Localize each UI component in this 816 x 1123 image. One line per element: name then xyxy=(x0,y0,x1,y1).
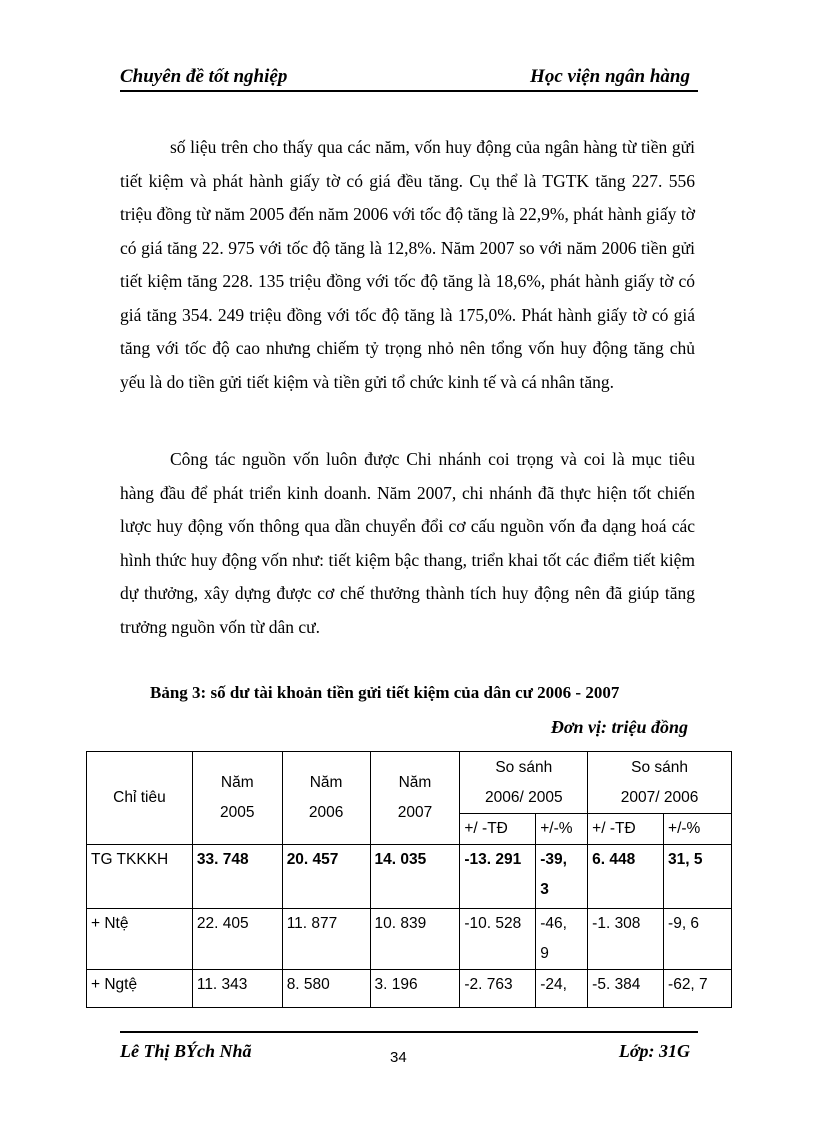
cell-diff-1: -13. 291 xyxy=(460,845,536,909)
header-2007-year: 2007 xyxy=(397,804,433,821)
cell-pct-1 xyxy=(536,845,588,909)
header-2007 xyxy=(370,752,460,845)
header-row xyxy=(87,752,732,814)
cell-pct-1-line2: 9 xyxy=(540,945,549,962)
subheader-abs-2: +/ -TĐ xyxy=(588,814,664,845)
subheader-pct-2: +/-% xyxy=(664,814,732,845)
cell-2006: 11. 877 xyxy=(282,909,370,970)
paragraph-1: số liệu trên cho thấy qua các năm, vốn huy động của ngân hàng từ tiền gửi tiết kiệm và phát hành giấy tờ có giá đều tăng. Cụ thể là TGTK tăng 227. 556 triệu đồng từ năm 2005 đến năm 2006 với tốc độ tăng là 22,9%, phát hành giấy tờ có giá tăng 22. 975 với tốc độ tăng là 12,8%. Năm 2007 so với năm 2006 tiền gửi tiết kiệm tăng 228. 135 triệu đồng với tốc độ tăng là 18,6%, phát hành giấy tờ có giá tăng 354. 249 triệu đồng với tốc độ tăng là 175,0%. Phát hành giấy tờ có giá tăng với tốc độ cao nhưng chiếm tỷ trọng nhỏ nên tổng vốn huy động tăng chủ yếu là do tiền gửi tiết kiệm và tiền gửi tổ chức kinh tế và cá nhân tăng. xyxy=(120,137,695,392)
header-2006-label: Năm xyxy=(309,774,343,791)
header-right: Học viện ngân hàng xyxy=(530,66,690,87)
cell-pct-2: -9, 6 xyxy=(664,909,732,970)
cell-diff-1: -10. 528 xyxy=(460,909,536,970)
table-row xyxy=(87,909,732,970)
page-number: 34 xyxy=(390,1049,407,1066)
header-2005-label: Năm xyxy=(220,774,254,791)
header-2006-year: 2006 xyxy=(308,804,344,821)
header-2005 xyxy=(192,752,282,845)
header-compare-1-period: 2006/ 2005 xyxy=(484,788,563,806)
page-footer xyxy=(120,1031,698,1073)
cell-2007: 3. 196 xyxy=(370,970,460,1008)
header-2006 xyxy=(282,752,370,845)
cell-pct-1-line1: -46, xyxy=(540,915,567,932)
header-indicator: Chỉ tiêu xyxy=(87,752,193,845)
cell-pct-1 xyxy=(536,909,588,970)
cell-2007: 14. 035 xyxy=(370,845,460,909)
table-title: Bảng 3: số dư tài khoản tiền gửi tiết kiệm của dân cư 2006 - 2007 xyxy=(150,683,620,702)
header-compare-2 xyxy=(588,752,732,814)
cell-2005: 11. 343 xyxy=(192,970,282,1008)
cell-diff-1: -2. 763 xyxy=(460,970,536,1008)
header-2005-year: 2005 xyxy=(220,804,255,821)
cell-diff-2: -1. 308 xyxy=(588,909,664,970)
cell-pct-1-line1: -24, xyxy=(540,976,567,993)
cell-pct-1-line1: -39, xyxy=(540,851,567,868)
row-name: + Ntệ xyxy=(87,909,193,970)
header-compare-1 xyxy=(460,752,588,814)
table-row xyxy=(87,970,732,1008)
table-unit: Đơn vị: triệu đồng xyxy=(550,717,688,737)
page-header xyxy=(120,64,698,92)
cell-pct-1-line2: 3 xyxy=(540,881,549,898)
cell-2007: 10. 839 xyxy=(370,909,460,970)
table-row xyxy=(87,845,732,909)
subheader-abs-1: +/ -TĐ xyxy=(460,814,536,845)
cell-2005: 33. 748 xyxy=(192,845,282,909)
cell-diff-2: -5. 384 xyxy=(588,970,664,1008)
cell-pct-1 xyxy=(536,970,588,1008)
header-compare-2-label: So sánh xyxy=(631,758,689,776)
row-name: TG TKKKH xyxy=(87,845,193,909)
footer-author: Lê Thị BÝch Nhã xyxy=(120,1041,252,1061)
header-2007-label: Năm xyxy=(398,774,432,791)
header-compare-2-period: 2007/ 2006 xyxy=(620,788,699,806)
cell-pct-2: -62, 7 xyxy=(664,970,732,1008)
footer-class: Lớp: 31G xyxy=(618,1041,690,1061)
deposit-table xyxy=(86,751,732,1008)
subheader-pct-1: +/-% xyxy=(536,814,588,845)
cell-diff-2: 6. 448 xyxy=(588,845,664,909)
row-name: + Ngtệ xyxy=(87,970,193,1008)
cell-2006: 8. 580 xyxy=(282,970,370,1008)
header-compare-1-label: So sánh xyxy=(495,758,553,776)
paragraph-2: Công tác nguồn vốn luôn được Chi nhánh coi trọng và coi là mục tiêu hàng đầu để phát triển kinh doanh. Năm 2007, chi nhánh đã thực hiện tốt chiến lược huy động vốn thông qua dần chuyển đổi cơ cấu nguồn vốn đa dạng hoá các hình thức huy động vốn như: tiết kiệm bậc thang, triển khai tốt các điểm tiết kiệm dự thưởng, xây dựng được cơ chế thưởng thành tích huy động nên đã giúp tăng trưởng nguồn vốn từ dân cư. xyxy=(120,449,695,637)
header-left: Chuyên đề tốt nghiệp xyxy=(120,66,288,87)
cell-2005: 22. 405 xyxy=(192,909,282,970)
cell-pct-2: 31, 5 xyxy=(664,845,732,909)
cell-2006: 20. 457 xyxy=(282,845,370,909)
